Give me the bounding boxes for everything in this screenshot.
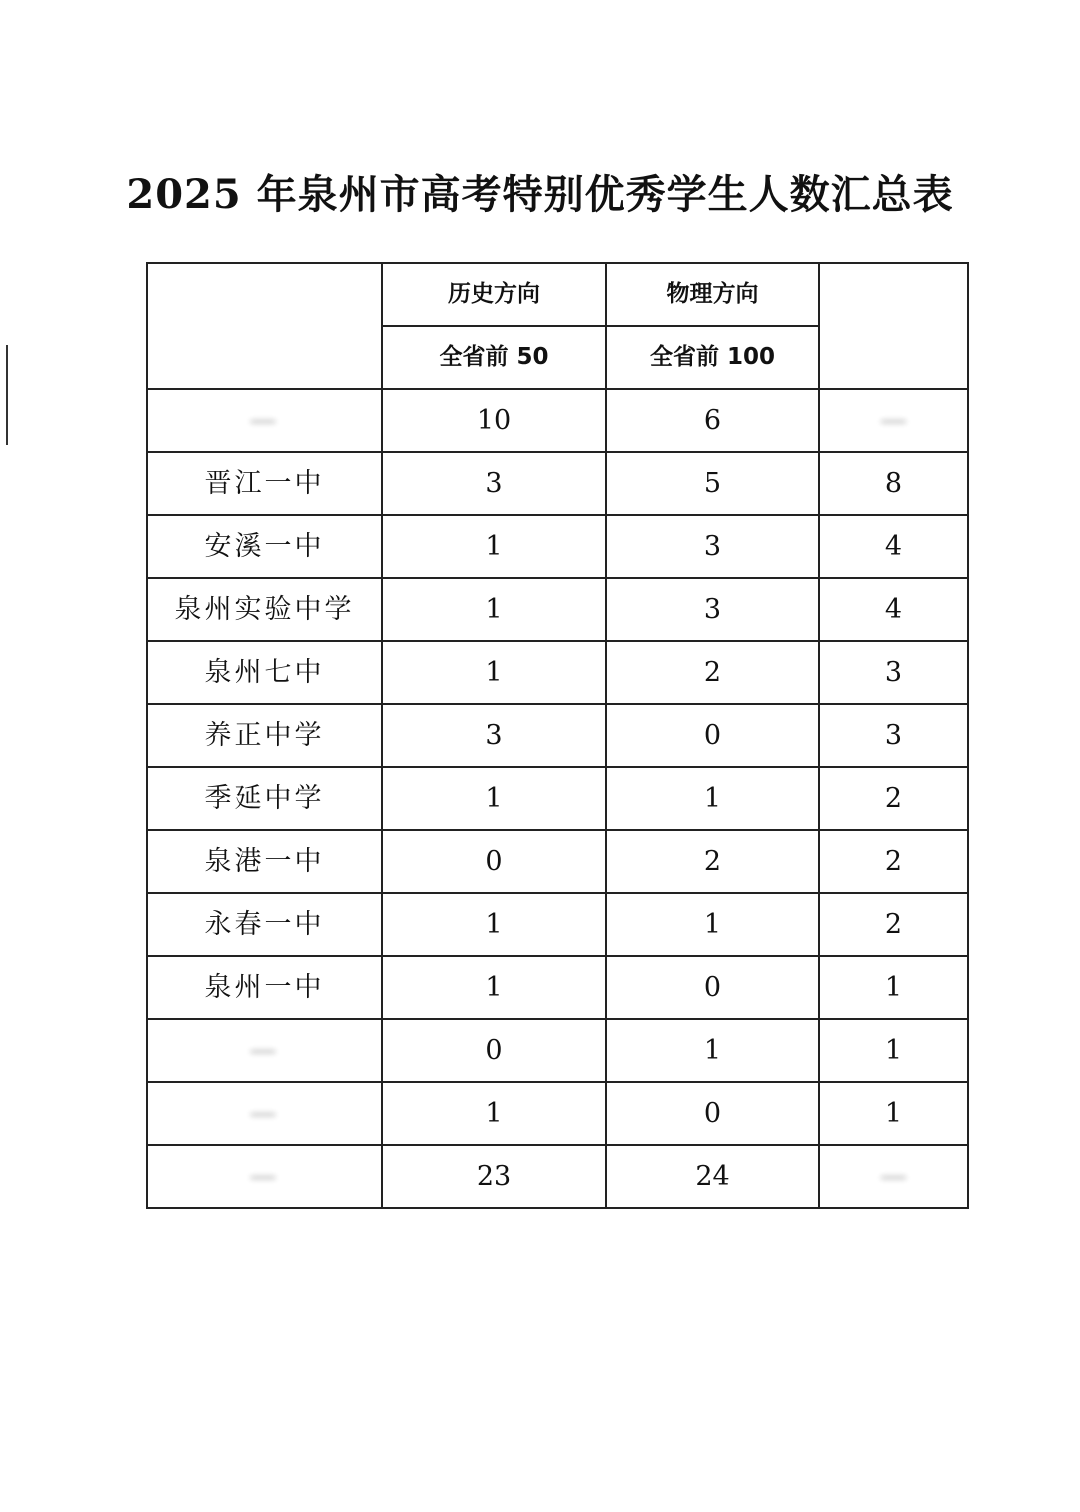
physics-count-cell-text: 24: [695, 1161, 730, 1192]
redacted-mark: —: [249, 405, 280, 436]
table-row: [147, 515, 968, 578]
school-cell-text: 安溪一中: [204, 531, 325, 562]
table-row: [147, 830, 968, 893]
total-count-cell-text: 8: [884, 468, 903, 499]
table-row: [147, 452, 968, 515]
school-cell: [147, 704, 382, 767]
physics-count-cell: [606, 1082, 819, 1145]
history-count-cell-text: 3: [485, 468, 503, 499]
history-count-cell: [382, 893, 606, 956]
history-count-cell-text: 1: [485, 783, 503, 814]
physics-count-cell: [606, 389, 819, 452]
table-row: [147, 956, 968, 1019]
total-count-cell: [819, 830, 968, 893]
history-count-cell-text: 1: [485, 657, 503, 688]
school-cell: [147, 830, 382, 893]
school-cell-text: 泉港一中: [204, 846, 325, 877]
school-cell: [147, 641, 382, 704]
physics-count-cell-text: 0: [703, 720, 722, 751]
physics-count-cell-text: 5: [703, 468, 722, 499]
physics-count-cell-text: 0: [703, 1098, 722, 1129]
total-count-cell: [819, 515, 968, 578]
summary-table: [146, 262, 969, 1209]
subheader-history: 全省前 50: [382, 326, 606, 389]
school-cell: [147, 578, 382, 641]
history-count-cell: [382, 1145, 606, 1208]
total-count-cell: [819, 893, 968, 956]
table-row: [147, 767, 968, 830]
physics-count-cell: [606, 893, 819, 956]
table-row: [147, 641, 968, 704]
redacted-mark: —: [880, 1161, 907, 1192]
history-count-cell: [382, 767, 606, 830]
total-count-cell-text: 3: [884, 657, 903, 688]
total-count-cell-text: 2: [884, 909, 903, 940]
redacted-mark: —: [249, 1161, 280, 1192]
total-count-cell: [819, 956, 968, 1019]
school-cell: [147, 767, 382, 830]
total-count-cell-text: 2: [884, 783, 903, 814]
history-count-cell-text: 0: [485, 846, 503, 877]
header-row: [147, 263, 968, 326]
physics-count-cell-text: 6: [703, 405, 722, 436]
table-row: [147, 1145, 968, 1208]
school-cell-text: 养正中学: [204, 720, 325, 751]
total-count-cell: [819, 641, 968, 704]
history-count-cell-text: 1: [485, 909, 503, 940]
history-count-cell: [382, 515, 606, 578]
physics-count-cell-text: 1: [703, 1035, 722, 1066]
school-cell-text: 泉州七中: [204, 657, 325, 688]
physics-count-cell-text: 1: [703, 909, 722, 940]
table-row: [147, 578, 968, 641]
physics-count-cell-text: 3: [703, 531, 722, 562]
history-count-cell: [382, 578, 606, 641]
school-cell: [147, 515, 382, 578]
history-count-cell-text: 3: [485, 720, 503, 751]
header-total-cell: [819, 263, 968, 389]
history-count-cell-text: 1: [485, 531, 503, 562]
school-cell: [147, 1082, 382, 1145]
physics-count-cell: [606, 830, 819, 893]
scan-edge-mark: [6, 345, 8, 445]
physics-count-cell: [606, 1145, 819, 1208]
school-cell: [147, 1145, 382, 1208]
physics-count-cell-text: 0: [703, 972, 722, 1003]
total-count-cell: [819, 1082, 968, 1145]
history-count-cell-text: 1: [485, 1098, 503, 1129]
school-cell-text: 泉州实验中学: [174, 594, 355, 625]
school-cell: [147, 893, 382, 956]
physics-count-cell-text: 3: [703, 594, 722, 625]
total-count-cell: [819, 1145, 968, 1208]
history-count-cell-text: 0: [485, 1035, 503, 1066]
redacted-mark: —: [249, 1098, 280, 1129]
physics-count-cell: [606, 956, 819, 1019]
physics-count-cell: [606, 515, 819, 578]
total-count-cell-text: 3: [884, 720, 903, 751]
school-cell: [147, 1019, 382, 1082]
physics-count-cell-text: 2: [703, 846, 722, 877]
subheader-physics: 全省前 100: [606, 326, 819, 389]
table-row: [147, 704, 968, 767]
total-count-cell: [819, 452, 968, 515]
history-count-cell: [382, 452, 606, 515]
total-count-cell: [819, 578, 968, 641]
total-count-cell: [819, 1019, 968, 1082]
total-count-cell-text: 1: [884, 972, 903, 1003]
history-count-cell: [382, 1019, 606, 1082]
total-count-cell-text: 1: [884, 1035, 903, 1066]
total-count-cell-text: 4: [884, 594, 903, 625]
total-count-cell: [819, 767, 968, 830]
history-count-cell: [382, 641, 606, 704]
history-count-cell: [382, 704, 606, 767]
header-history: 历史方向: [382, 263, 606, 326]
table-row: [147, 1019, 968, 1082]
history-count-cell-text: 10: [476, 405, 512, 436]
redacted-mark: —: [249, 1035, 280, 1066]
physics-count-cell: [606, 767, 819, 830]
physics-count-cell: [606, 1019, 819, 1082]
physics-count-cell: [606, 452, 819, 515]
redacted-mark: —: [880, 405, 907, 436]
school-cell: [147, 956, 382, 1019]
total-count-cell: [819, 704, 968, 767]
school-cell: [147, 452, 382, 515]
history-count-cell: [382, 389, 606, 452]
table-row: [147, 1082, 968, 1145]
school-cell-text: 泉州一中: [204, 972, 325, 1003]
table-row: [147, 893, 968, 956]
school-cell-text: 晋江一中: [204, 468, 325, 499]
history-count-cell-text: 1: [485, 594, 503, 625]
history-count-cell: [382, 830, 606, 893]
physics-count-cell-text: 2: [703, 657, 722, 688]
history-count-cell-text: 1: [485, 972, 503, 1003]
history-count-cell-text: 23: [476, 1161, 512, 1192]
school-cell-text: 季延中学: [204, 783, 325, 814]
history-count-cell: [382, 1082, 606, 1145]
total-count-cell-text: 4: [884, 531, 903, 562]
table-row: [147, 389, 968, 452]
history-count-cell: [382, 956, 606, 1019]
physics-count-cell-text: 1: [703, 783, 722, 814]
total-count-cell-text: 2: [884, 846, 903, 877]
physics-count-cell: [606, 704, 819, 767]
page-title: 2025 年泉州市高考特别优秀学生人数汇总表: [126, 171, 954, 218]
header-physics: 物理方向: [606, 263, 819, 326]
school-cell-text: 永春一中: [204, 909, 325, 940]
header-corner-cell: [147, 263, 382, 389]
total-count-cell-text: 1: [884, 1098, 903, 1129]
physics-count-cell: [606, 641, 819, 704]
school-cell: [147, 389, 382, 452]
physics-count-cell: [606, 578, 819, 641]
total-count-cell: [819, 389, 968, 452]
